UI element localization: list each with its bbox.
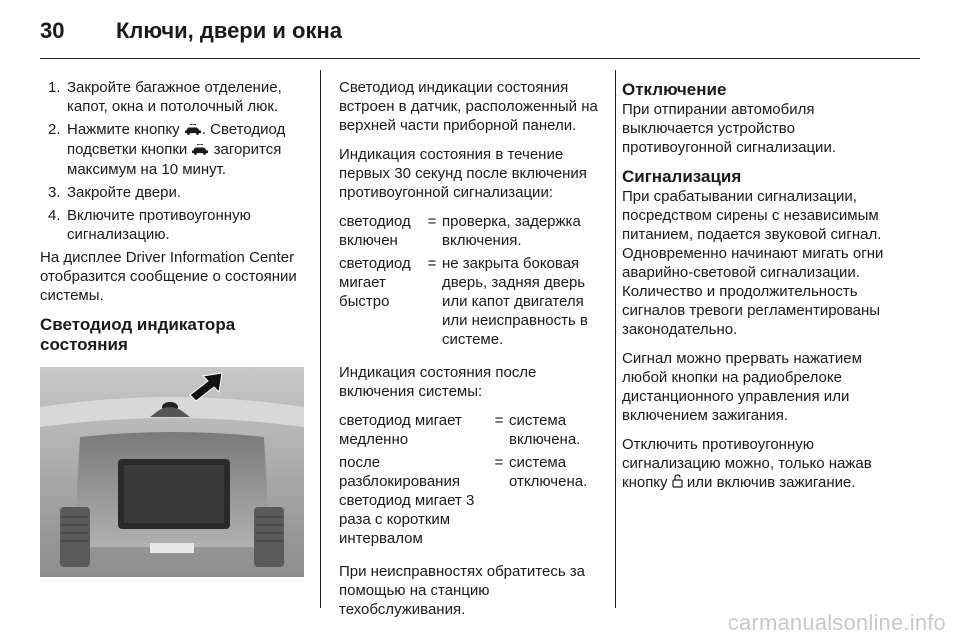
service-advice: При неисправностях обратитесь за помощью на станцию техобслуживания. [339, 563, 586, 618]
equals-sign: = [427, 255, 437, 272]
status-term: светодиод мигает быстро [339, 255, 411, 310]
status-desc: не закрыта боковая дверь, задняя дверь или капот двигателя или неисправность в системе. [442, 255, 588, 348]
deactivation-text: При отпирании автомобиля выключается устройство противоугонной сигнализации. [622, 101, 836, 156]
step-item [40, 183, 304, 202]
alarm-off-text-b: или включив зажигание. [682, 474, 856, 491]
step-text: Закройте багажное отделение, капот, окна и потолочный люк. [67, 79, 282, 115]
column-1 [40, 78, 304, 577]
status-row [339, 254, 607, 349]
led-description: Светодиод индикации состояния встроен в датчик, расположенный на верхней части приборной панели. [339, 79, 598, 134]
status-list-after [339, 411, 607, 548]
watermark: carmanualsonline.info [727, 610, 946, 635]
dashboard-sensor-photo [40, 367, 304, 577]
unlock-padlock-icon [672, 474, 683, 493]
step-text: загорится максимум на 10 минут. [67, 141, 282, 178]
equals-sign: = [427, 213, 437, 230]
column-2 [339, 78, 607, 629]
step-number: 3. [48, 184, 61, 201]
status-desc: система отключена. [509, 454, 588, 490]
led-section-heading: Светодиод индикатора состояния [40, 315, 236, 354]
column-3 [622, 80, 907, 503]
step-text: Нажмите кнопку [67, 121, 184, 138]
step-text: Включите противоугонную сигнализацию. [67, 207, 251, 243]
deactivation-heading: Отключение [622, 80, 727, 99]
step-number: 2. [48, 121, 61, 138]
alarm-text: При срабатывании сигнализации, посредством сирены с независимым питанием, подается звуковой сигнал. Одновременно начинают мигать огни аварийно-световой сигнализации. Количество и продолжительность сигналов тревоги регламентированы законодательно. [622, 188, 884, 338]
page-title: Ключи, двери и окна [116, 18, 342, 43]
step-item [40, 206, 304, 244]
status-message-paragraph: На дисплее Driver Information Center отобразится сообщение о состоянии системы. [40, 249, 297, 304]
step-number: 1. [48, 79, 61, 96]
equals-sign: = [494, 454, 504, 471]
step-number: 4. [48, 207, 61, 224]
status-desc: проверка, задержка включения. [442, 213, 581, 249]
alarm-interrupt-text: Сигнал можно прервать нажатием любой кнопки на радиобрелоке дистанционного управления или включением зажигания. [622, 350, 862, 424]
step-item [40, 120, 304, 179]
alarm-off-text [622, 435, 907, 493]
status-list-first-30s [339, 212, 607, 349]
status-after-intro: Индикация состояния после включения системы: [339, 364, 537, 400]
car-motion-sensor-icon [191, 141, 209, 160]
page-number: 30 [40, 18, 65, 43]
page-header [40, 18, 920, 58]
step-item [40, 78, 304, 116]
steps-list [40, 78, 304, 244]
step-text: . Светодиод подсветки кнопки [67, 121, 286, 158]
status-term: светодиод мигает медленно [339, 412, 462, 448]
column-divider-2 [615, 70, 616, 608]
status-row [339, 453, 607, 548]
status-term: после разблокирования светодиод мигает 3 раза с коротким интервалом [339, 454, 475, 547]
status-desc: система включена. [509, 412, 581, 448]
car-motion-sensor-icon [184, 121, 202, 140]
alarm-heading: Сигнализация [622, 167, 742, 186]
header-rule [40, 58, 920, 59]
equals-sign: = [494, 412, 504, 429]
column-divider-1 [320, 70, 321, 608]
status-row [339, 212, 607, 250]
alarm-off-text-a: Отключить противоугонную сигнализацию можно, только нажав кнопку [622, 436, 872, 491]
step-text: Закройте двери. [67, 184, 182, 201]
status-row [339, 411, 607, 449]
status-first-30s-intro: Индикация состояния в течение первых 30 секунд после включения противоугонной сигнализации: [339, 146, 587, 201]
status-term: светодиод включен [339, 213, 411, 249]
